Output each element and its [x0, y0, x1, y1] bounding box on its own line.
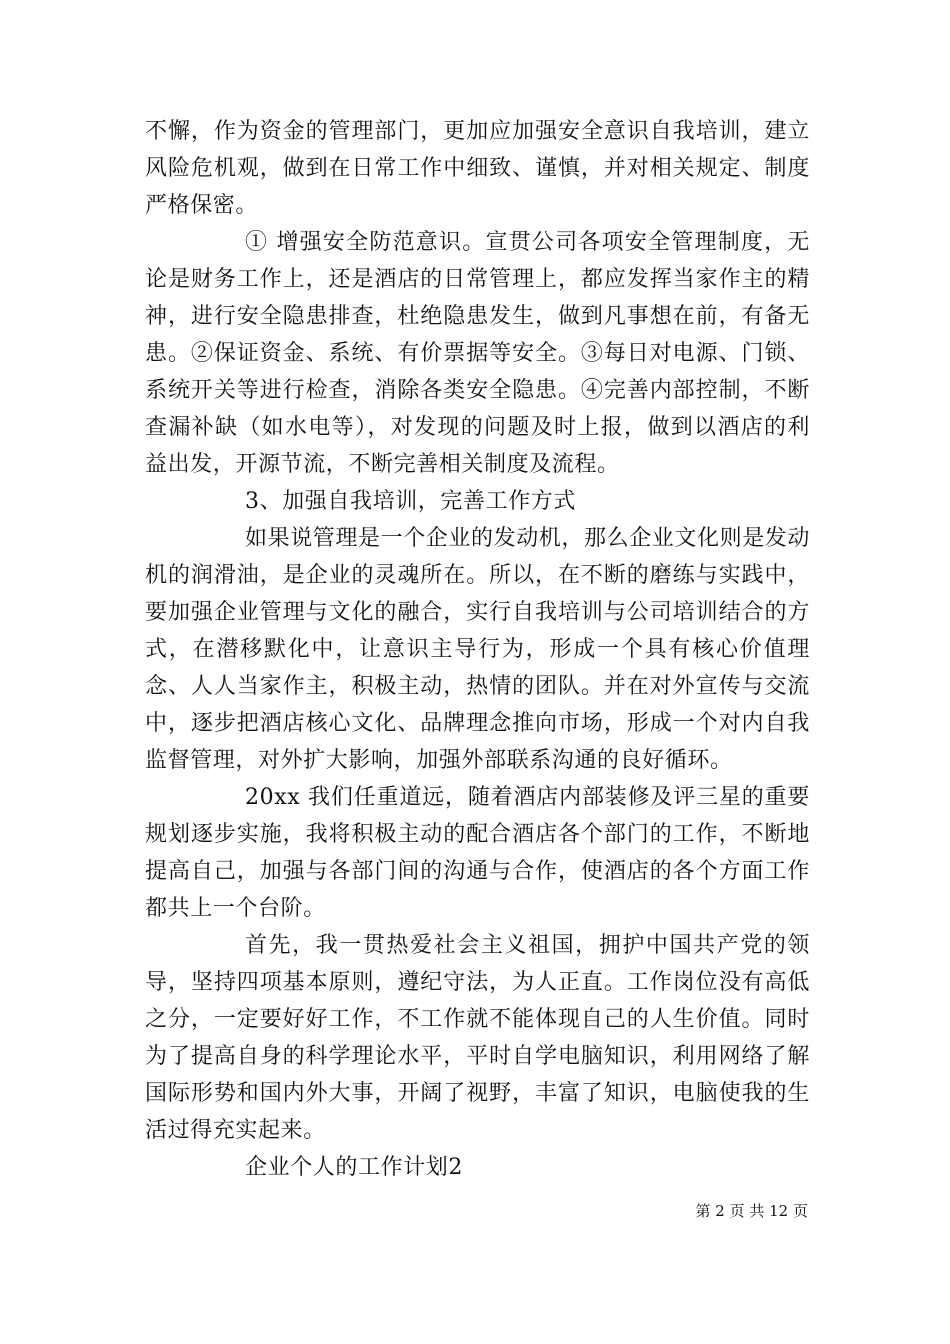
section-heading: 3、加强自我培训，完善工作方式 — [245, 489, 576, 514]
paragraph-2: ① 增强安全防范意识。宣贯公司各项安全管理制度，无论是财务工作上，还是酒店的日常管理上，都应发挥当家作主的精神，进行安全隐患排查，杜绝隐患发生，做到凡事想在前，有备无患。②保证资金、系统、有价票据等安全。③每日对电源、门锁、系统开关等进行检查，消除各类安全隐患。④完善内部控制，不断查漏补缺（如水电等），对发现的问题及时上报，做到以酒店的利益出发，开源节流，不断完善相关制度及流程。 — [145, 230, 810, 477]
body-text — [145, 113, 810, 1186]
paragraph-6: 企业个人的工作计划2 — [245, 1155, 463, 1180]
paragraph-3: 如果说管理是一个企业的发动机，那么企业文化则是发动机的润滑油，是企业的灵魂所在。所以，在不断的磨练与实践中，要加强企业管理与文化的融合，实行自我培训与公司培训结合的方式，在潜移默化中，让意识主导行为，形成一个具有核心价值理念、人人当家作主，积极主动，热情的团队。并在对外宣传与交流中，逐步把酒店核心文化、品牌理念推向市场，形成一个对内自我监督管理，对外扩大影响，加强外部联系沟通的良好循环。 — [145, 526, 811, 773]
paragraph-4: 20xx 我们任重道远，随着酒店内部装修及评三星的重要规划逐步实施，我将积极主动的配合酒店各个部门的工作，不断地提高自己，加强与各部门间的沟通与合作，使酒店的各个方面工作都共上一个台阶。 — [145, 785, 810, 921]
paragraph-1: 不懈，作为资金的管理部门，更加应加强安全意识自我培训，建立风险危机观，做到在日常工作中细致、谨慎，并对相关规定、制度严格保密。 — [145, 119, 810, 218]
page-number: 第 2 页 共 12 页 — [695, 1202, 808, 1220]
paragraph-5: 首先，我一贯热爱社会主义祖国，拥护中国共产党的领导，坚持四项基本原则，遵纪守法，为人正直。工作岗位没有高低之分，一定要好好工作，不工作就不能体现自己的人生价值。同时为了提高自身的科学理论水平，平时自学电脑知识，利用网络了解国际形势和国内外大事，开阔了视野，丰富了知识，电脑使我的生活过得充实起来。 — [145, 933, 810, 1143]
